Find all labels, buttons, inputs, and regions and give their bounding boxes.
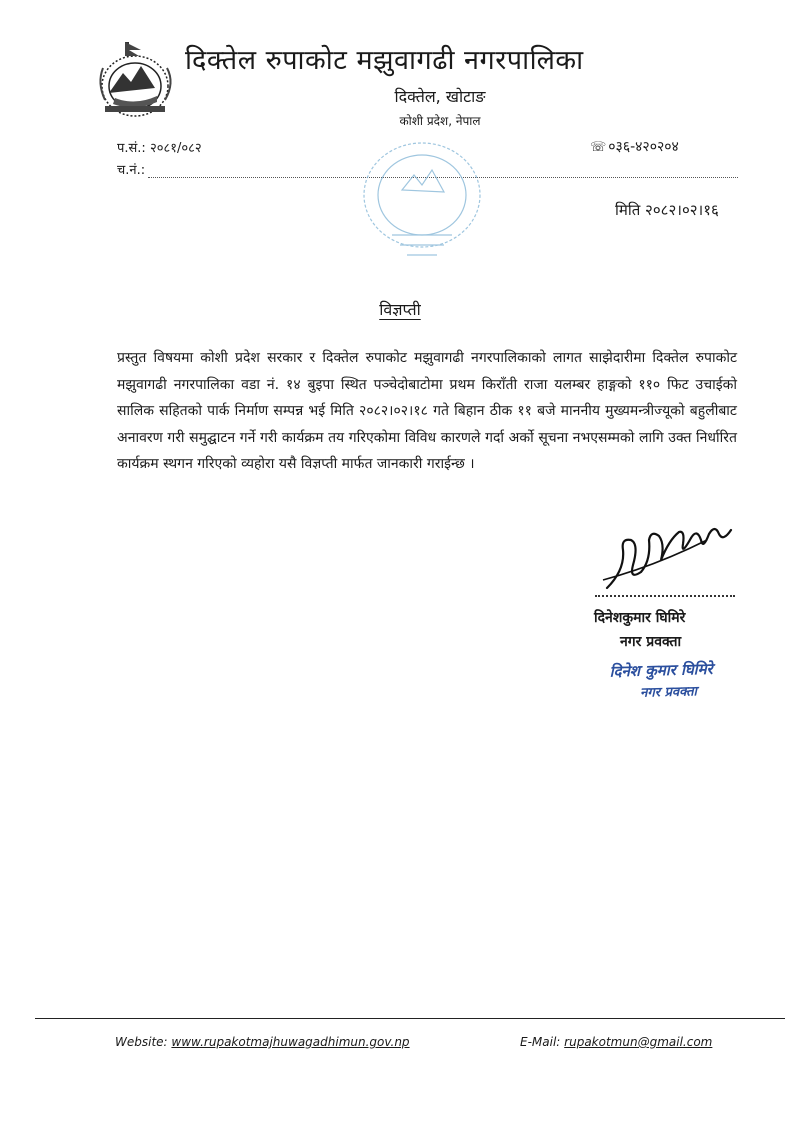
footer-email: [520, 1035, 712, 1049]
office-seal-icon: [352, 140, 492, 270]
stamp-name: दिनेश कुमार घिमिरे: [609, 659, 713, 681]
organization-name: दिक्तेल रुपाकोट मझुवागढी नगरपालिका: [185, 45, 584, 76]
email-label: E-Mail:: [520, 1035, 561, 1049]
organization-province: कोशी प्रदेश, नेपाल: [399, 114, 481, 128]
signer-name: दिनेशकुमार घिमिरे: [594, 610, 686, 626]
reference-cn: [117, 160, 145, 178]
signature-line: [595, 595, 735, 597]
email-link[interactable]: rupakotmun@gmail.com: [564, 1035, 713, 1049]
handwritten-signature: [595, 510, 740, 600]
notice-title-text: विज्ञप्ती: [379, 300, 421, 319]
website-label: Website:: [115, 1035, 168, 1049]
organization-address: दिक्तेल, खोटाङ: [394, 87, 486, 106]
phone-number: [590, 137, 679, 156]
notice-date: मिति २०८२।०२।१६: [615, 201, 719, 219]
phone-value: ०३६-४२०२०४: [608, 139, 679, 155]
website-link[interactable]: www.rupakotmajhuwagadhimun.gov.np: [171, 1035, 410, 1049]
stamp-role: नगर प्रवक्ता: [640, 684, 698, 701]
ps-value: २०८१/०८२: [149, 141, 202, 156]
footer-website: [115, 1035, 410, 1049]
signer-role: नगर प्रवक्ता: [620, 634, 682, 650]
ps-label: प.सं.:: [117, 141, 146, 156]
notice-body: प्रस्तुत विषयमा कोशी प्रदेश सरकार र दिक्तेल रुपाकोट मझुवागढी नगरपालिकाको लागत साझेदारीमा दिक्तेल रुपाकोट मझुवागढी नगरपालिका वडा नं. १४ बुइपा स्थित पञ्चेदोबाटोमा प्रथम किराँती राजा यलम्बर हाङ्गको ११० फिट उचाईको सालिक सहितको पार्क निर्माण सम्पन्न भई मिति २०८२।०२।१८ गते बिहान ठीक ११ बजे माननीय मुख्यमन्त्रीज्यूको बहुलीबाट अनावरण गरी समुद्घाटन गर्ने गरी कार्यक्रम तय गरिएकोमा विविध कारणले गर्दा अर्को सूचना नभएसम्मको लागि उक्त निर्धारित कार्यक्रम स्थगन गरिएको व्यहोरा यसै विज्ञप्ती मार्फत जानकारी गराईन्छ ।: [117, 350, 737, 472]
cn-label: च.नं.:: [117, 163, 146, 178]
telephone-icon: ☏: [590, 140, 607, 155]
nepal-emblem-icon: [95, 38, 185, 120]
reference-ps: [117, 138, 202, 156]
notice-title: [0, 298, 800, 320]
footer-divider: [35, 1018, 785, 1019]
name-stamp: [589, 658, 750, 712]
